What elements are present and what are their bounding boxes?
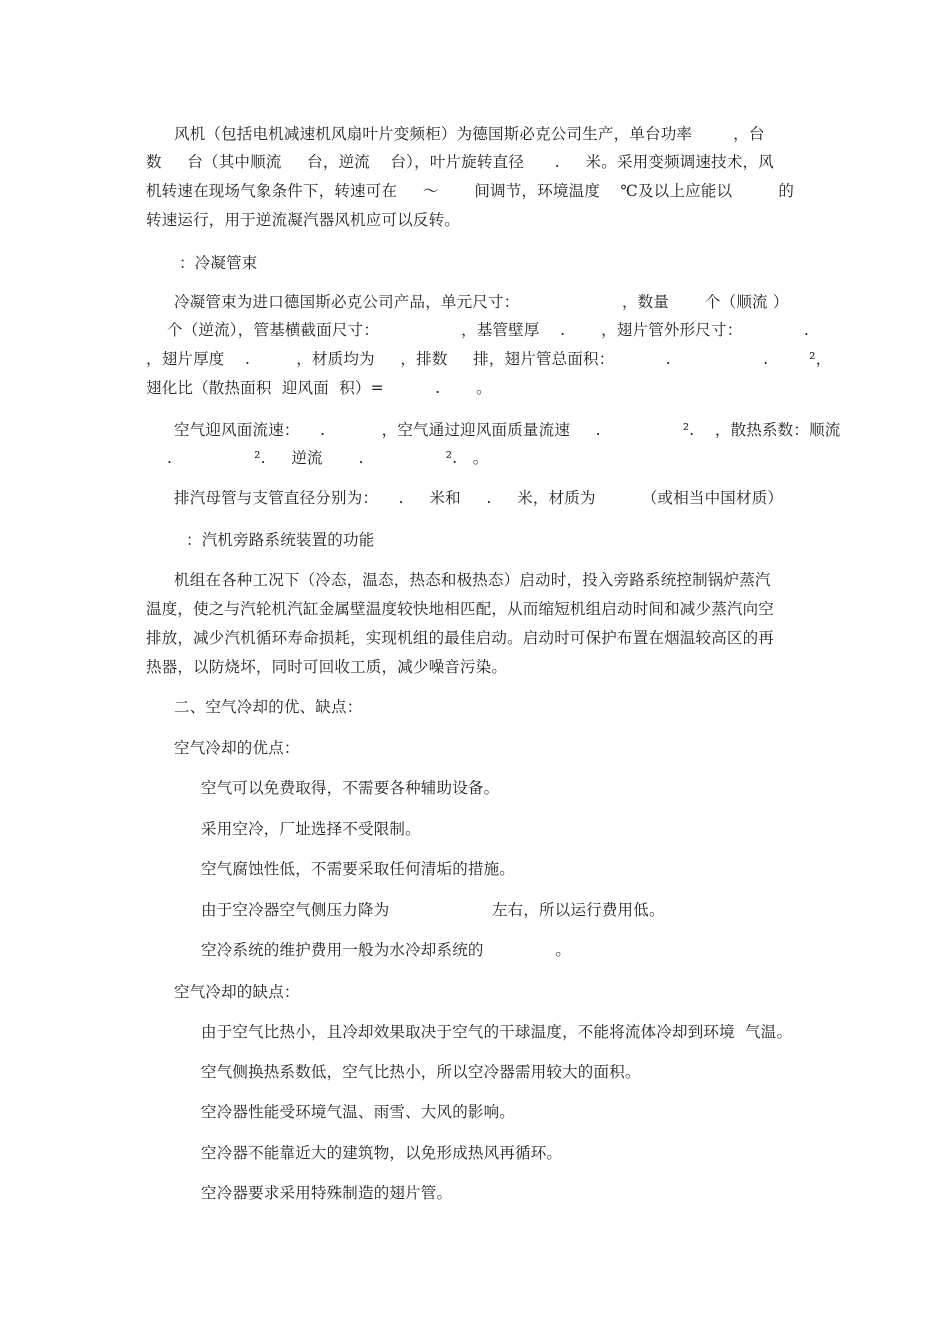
- disadvantage-item-3: 空冷器性能受环境气温、雨雪、大风的影响。: [201, 1103, 516, 1121]
- condenser-paragraph-line-3: ，翅片厚度 . ，材质均为 ，排数 排，翅片管总面积： . . ²，: [146, 350, 832, 368]
- condenser-heading: ：冷凝管束: [179, 254, 258, 272]
- disadvantage-item-5: 空冷器要求采用特殊制造的翅片管。: [201, 1184, 453, 1202]
- disadvantage-item-4: 空冷器不能靠近大的建筑物，以免形成热风再循环。: [201, 1144, 563, 1162]
- advantage-item-2: 采用空冷，厂址选择不受限制。: [201, 820, 421, 838]
- fan-paragraph-line-1: 风机（包括电机减速机风扇叶片变频柜）为德国斯必克公司生产，单台功率 ，台: [174, 125, 765, 143]
- advantage-item-4: 由于空冷器空气侧压力降为 左右，所以运行费用低。: [201, 901, 665, 919]
- advantage-item-1: 空气可以免费取得，不需要各种辅助设备。: [201, 779, 500, 797]
- disadvantages-heading: 空气冷却的缺点：: [174, 983, 300, 1001]
- air-velocity-line-1: 空气迎风面流速： . ，空气通过迎风面质量流速 . ². ，散热系数：顺流: [174, 421, 841, 439]
- bypass-paragraph-line-3: 排放，减少汽机循环寿命损耗，实现机组的最佳启动。启动时可保护布置在烟温较高区的再: [146, 629, 775, 647]
- disadvantage-item-2: 空气侧换热系数低，空气比热小，所以空冷器需用较大的面积。: [201, 1063, 641, 1081]
- fan-paragraph-line-2: 数 台（其中顺流 台，逆流 台），叶片旋转直径 . 米。采用变频调速技术，风: [146, 153, 774, 171]
- condenser-paragraph-line-1: 冷凝管束为进口德国斯必克公司产品，单元尺寸： ，数量 个（顺流 ）: [174, 293, 789, 311]
- bypass-paragraph-line-2: 温度，使之与汽轮机汽缸金属壁温度较快地相匹配，从而缩短机组启动时间和减少蒸汽向空: [146, 600, 775, 618]
- condenser-paragraph-line-2: 个（逆流），管基横截面尺寸： ，基管壁厚 . ，翅片管外形尺寸： .: [167, 321, 810, 339]
- advantage-item-5: 空冷系统的维护费用一般为水冷却系统的 。: [201, 941, 572, 959]
- bypass-paragraph-line-4: 热器，以防烧坏，同时可回收工质，减少噪音污染。: [146, 658, 508, 676]
- condenser-paragraph-line-4: 翅化比（散热面积 迎风面 积）= . 。: [146, 379, 492, 397]
- fan-paragraph-line-3: 机转速在现场气象条件下，转速可在 ～ 间调节，环境温度 ℃及以上应能以 的: [146, 182, 795, 200]
- advantages-heading: 空气冷却的优点：: [174, 739, 300, 757]
- disadvantage-item-1: 由于空气比热小，且冷却效果取决于空气的干球温度，不能将流体冷却到环境 气温。: [201, 1023, 793, 1041]
- bypass-heading: ：汽机旁路系统装置的功能: [186, 531, 375, 549]
- section-two-heading: 二、空气冷却的优、缺点：: [174, 698, 363, 716]
- fan-paragraph-line-4: 转速运行，用于逆流凝汽器风机应可以反转。: [146, 211, 461, 229]
- air-velocity-line-2: . ². 逆流 . ². 。: [167, 449, 489, 467]
- exhaust-pipe-line: 排汽母管与支管直径分别为： . 米和 . 米，材质为 （或相当中国材质）: [174, 489, 784, 507]
- advantage-item-3: 空气腐蚀性低，不需要采取任何清垢的措施。: [201, 860, 516, 878]
- bypass-paragraph-line-1: 机组在各种工况下（冷态，温态，热态和极热态）启动时，投入旁路系统控制锅炉蒸汽: [174, 571, 771, 589]
